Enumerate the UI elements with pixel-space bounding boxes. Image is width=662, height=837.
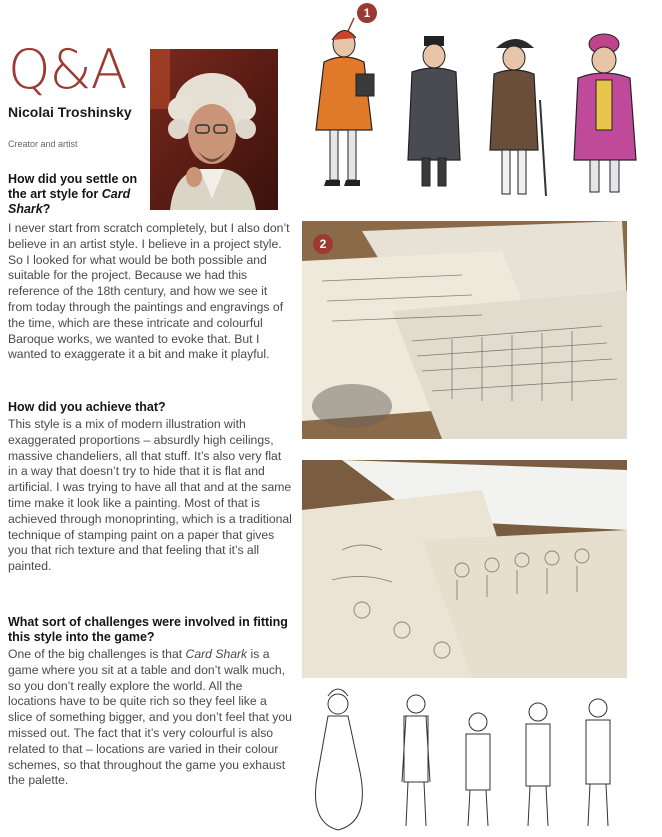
figure-badge-2: 2 — [313, 234, 333, 254]
character-illustrations — [296, 0, 662, 210]
page-title: Q&A — [8, 38, 127, 101]
author-name: Nicolai Troshinsky — [8, 104, 132, 120]
question-3: What sort of challenges were involved in fitting this style into the game? — [8, 615, 288, 644]
figure-badge-1: 1 — [357, 3, 377, 23]
question-2: How did you achieve that? — [8, 400, 166, 414]
author-role: Creator and artist — [8, 139, 78, 149]
question-1: How did you settle on the art style for Card Shark? — [8, 172, 138, 216]
author-portrait — [150, 49, 278, 210]
engravings-photo — [302, 221, 627, 439]
character-sketches — [298, 682, 643, 832]
answer-1: I never start from scratch completely, but I also don’t believe in an artist style. I believe in a project style. So I looked for what would be both possible and suitable for the project. Because we had this reference of the 18th century, and how we see it from today through the paintings and engravings of the time, which are these intricate and colourful Baroque works, we wanted to evoke that. But I wanted to exaggerate it a bit and make it playful. — [8, 221, 290, 362]
answer-3: One of the big challenges is that Card Shark is a game where you sit at a table and don’t walk much, so you don’t really explore the world. All the locations have to be quite rich so they feel like a slice of something bigger, and you don’t feel that you missed out. The fact that it’s very colourful is also related to that – locations are varied in their colour schemes, so that throughout the game you exhaust the palette. — [8, 647, 292, 788]
answer-2: This style is a mix of modern illustration with exaggerated proportions – absurdly high ceilings, massive chandeliers, all that stuff. It’s also very flat in a way that doesn’t try to hide that it is flat and artificial. I was trying to have all that and at the same time make it look like a painting. Most of that is achieved through monoprinting, which is a traditional technique of stamping paint on a paper that gives you that rich texture and that feeling that it’s all painted. — [8, 417, 292, 574]
sketches-photo — [302, 460, 627, 678]
